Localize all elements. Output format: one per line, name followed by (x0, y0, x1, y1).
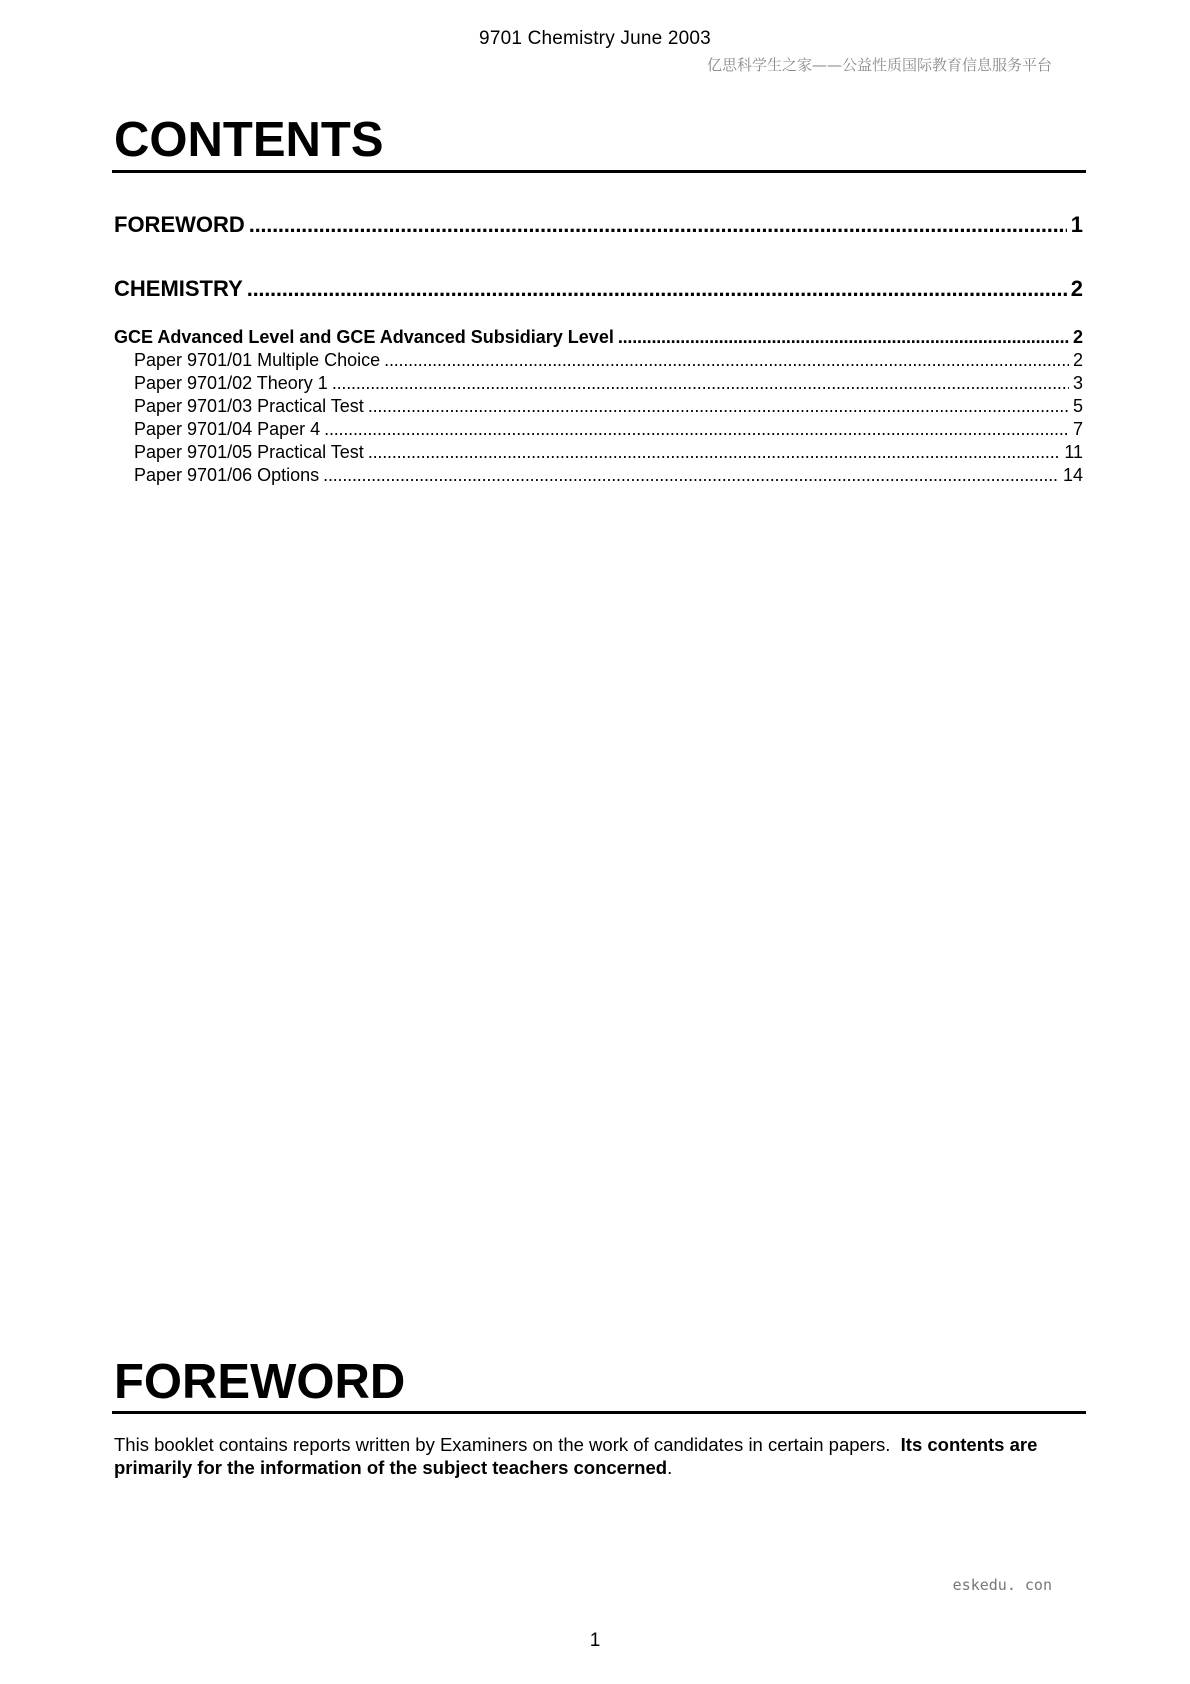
dot-leader (249, 212, 1067, 238)
toc-entry-chemistry[interactable] (114, 276, 1083, 302)
toc-entry-paper-02[interactable] (134, 373, 1083, 394)
toc-page-number: 3 (1072, 373, 1083, 393)
dot-leader (618, 327, 1069, 348)
dot-leader (332, 373, 1069, 394)
toc-entry-paper-04[interactable] (134, 419, 1083, 440)
toc-entry-paper-06[interactable] (134, 465, 1083, 486)
toc-entry-paper-03[interactable] (134, 396, 1083, 417)
foreword-text-plain: This booklet contains reports written by Examiners on the work of candidates in certain papers. (114, 1434, 891, 1455)
toc-entry-paper-05[interactable] (134, 442, 1083, 463)
toc-page-number: 2 (1072, 327, 1083, 347)
dot-leader (368, 442, 1061, 463)
running-header: 9701 Chemistry June 2003 (479, 28, 711, 49)
watermark-text: 亿思科学生之家——公益性质国际教育信息服务平台 (706, 56, 1052, 74)
toc-entry-label: CHEMISTRY (114, 276, 243, 301)
toc-page-number: 11 (1064, 442, 1083, 462)
dot-leader (384, 350, 1069, 371)
dot-leader (247, 276, 1067, 302)
toc-entry-label: Paper 9701/03 Practical Test (134, 396, 364, 416)
toc-page-number: 2 (1070, 276, 1083, 301)
foreword-rule (112, 1411, 1086, 1414)
toc-entry-label: Paper 9701/02 Theory 1 (134, 373, 328, 393)
toc-page-number: 1 (1070, 212, 1083, 237)
dot-leader (368, 396, 1069, 417)
toc-entry-label: Paper 9701/01 Multiple Choice (134, 350, 381, 370)
toc-page-number: 14 (1062, 465, 1083, 485)
foreword-title: FOREWORD (114, 1355, 406, 1409)
dot-leader (323, 465, 1059, 486)
toc-entry-gce-level[interactable] (114, 327, 1083, 348)
foreword-text-end: . (667, 1457, 673, 1478)
toc-page-number: 5 (1072, 396, 1083, 416)
foreword-text-bold: Its contents are primarily for the information of the subject teachers concerned (114, 1434, 1038, 1478)
footer-watermark: eskedu. con (952, 1576, 1052, 1594)
toc-entry-label: Paper 9701/06 Options (134, 465, 320, 485)
toc-entry-paper-01[interactable] (134, 350, 1083, 371)
toc-entry-foreword[interactable] (114, 212, 1083, 238)
contents-title: CONTENTS (114, 113, 384, 167)
toc-entry-label: GCE Advanced Level and GCE Advanced Subsidiary Level (114, 327, 614, 347)
toc-page-number: 2 (1072, 350, 1083, 370)
toc-entry-label: FOREWORD (114, 212, 245, 237)
toc-entry-label: Paper 9701/05 Practical Test (134, 442, 364, 462)
page-number: 1 (589, 1630, 601, 1651)
toc-page-number: 7 (1072, 419, 1083, 439)
contents-rule (112, 170, 1086, 173)
toc-entry-label: Paper 9701/04 Paper 4 (134, 419, 321, 439)
dot-leader (324, 419, 1069, 440)
foreword-paragraph (114, 1433, 1086, 1479)
